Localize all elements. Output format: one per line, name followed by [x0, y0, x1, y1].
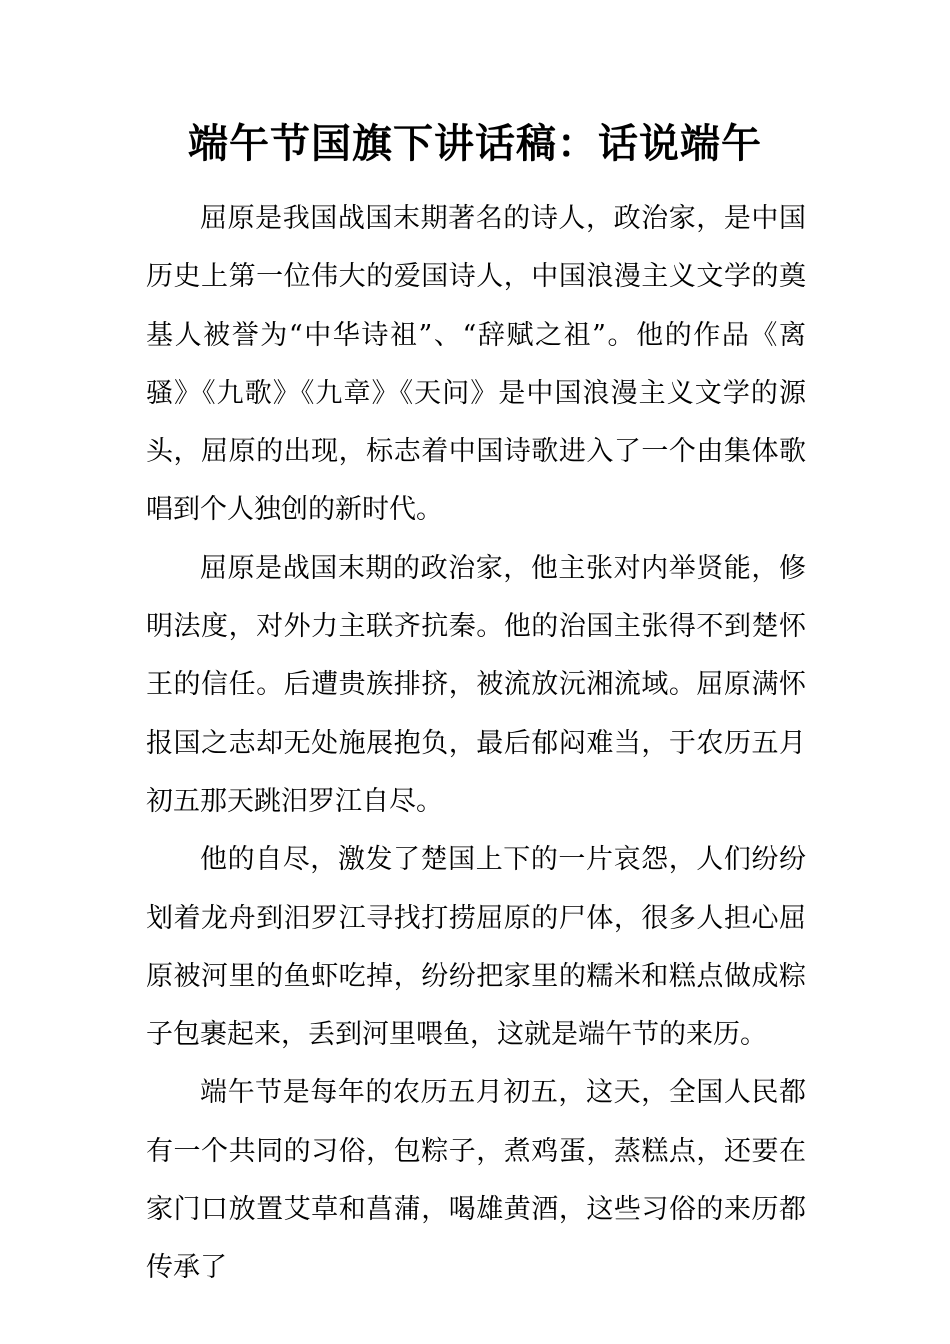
paragraph-2: 屈原是战国末期的政治家，他主张对内举贤能，修明法度，对外力主联齐抗秦。他的治国主张得不到楚怀王的信任。后遭贵族排挤，被流放沅湘流域。屈原满怀报国之志却无处施展抱负，最后郁闷难当，于农历五月初五那天跳汨罗江自尽。	[146, 552, 806, 817]
paragraph-4: 端午节是每年的农历五月初五，这天，全国人民都有一个共同的习俗，包粽子，煮鸡蛋，蒸糕点，还要在家门口放置艾草和菖蒲，喝雄黄酒，这些习俗的来历都传承了	[146, 1077, 806, 1284]
paragraph-3: 他的自尽，激发了楚国上下的一片哀怨，人们纷纷划着龙舟到汨罗江寻找打捞屈原的尸体，很多人担心屈原被河里的鱼虾吃掉，纷纷把家里的糯米和糕点做成粽子包裹起来，丢到河里喂鱼，这就是端午节的来历。	[146, 844, 806, 1051]
document-body	[146, 190, 806, 1298]
paragraph-1: 屈原是我国战国末期著名的诗人，政治家，是中国历史上第一位伟大的爱国诗人，中国浪漫主义文学的奠基人被誉为“中华诗祖”、“辞赋之祖”。他的作品《离骚》《九歌》《九章》《天问》是中国浪漫主义文学的源头，屈原的出现，标志着中国诗歌进入了一个由集体歌唱到个人独创的新时代。	[146, 203, 806, 526]
document-title: 端午节国旗下讲话稿：话说端午	[188, 120, 762, 167]
